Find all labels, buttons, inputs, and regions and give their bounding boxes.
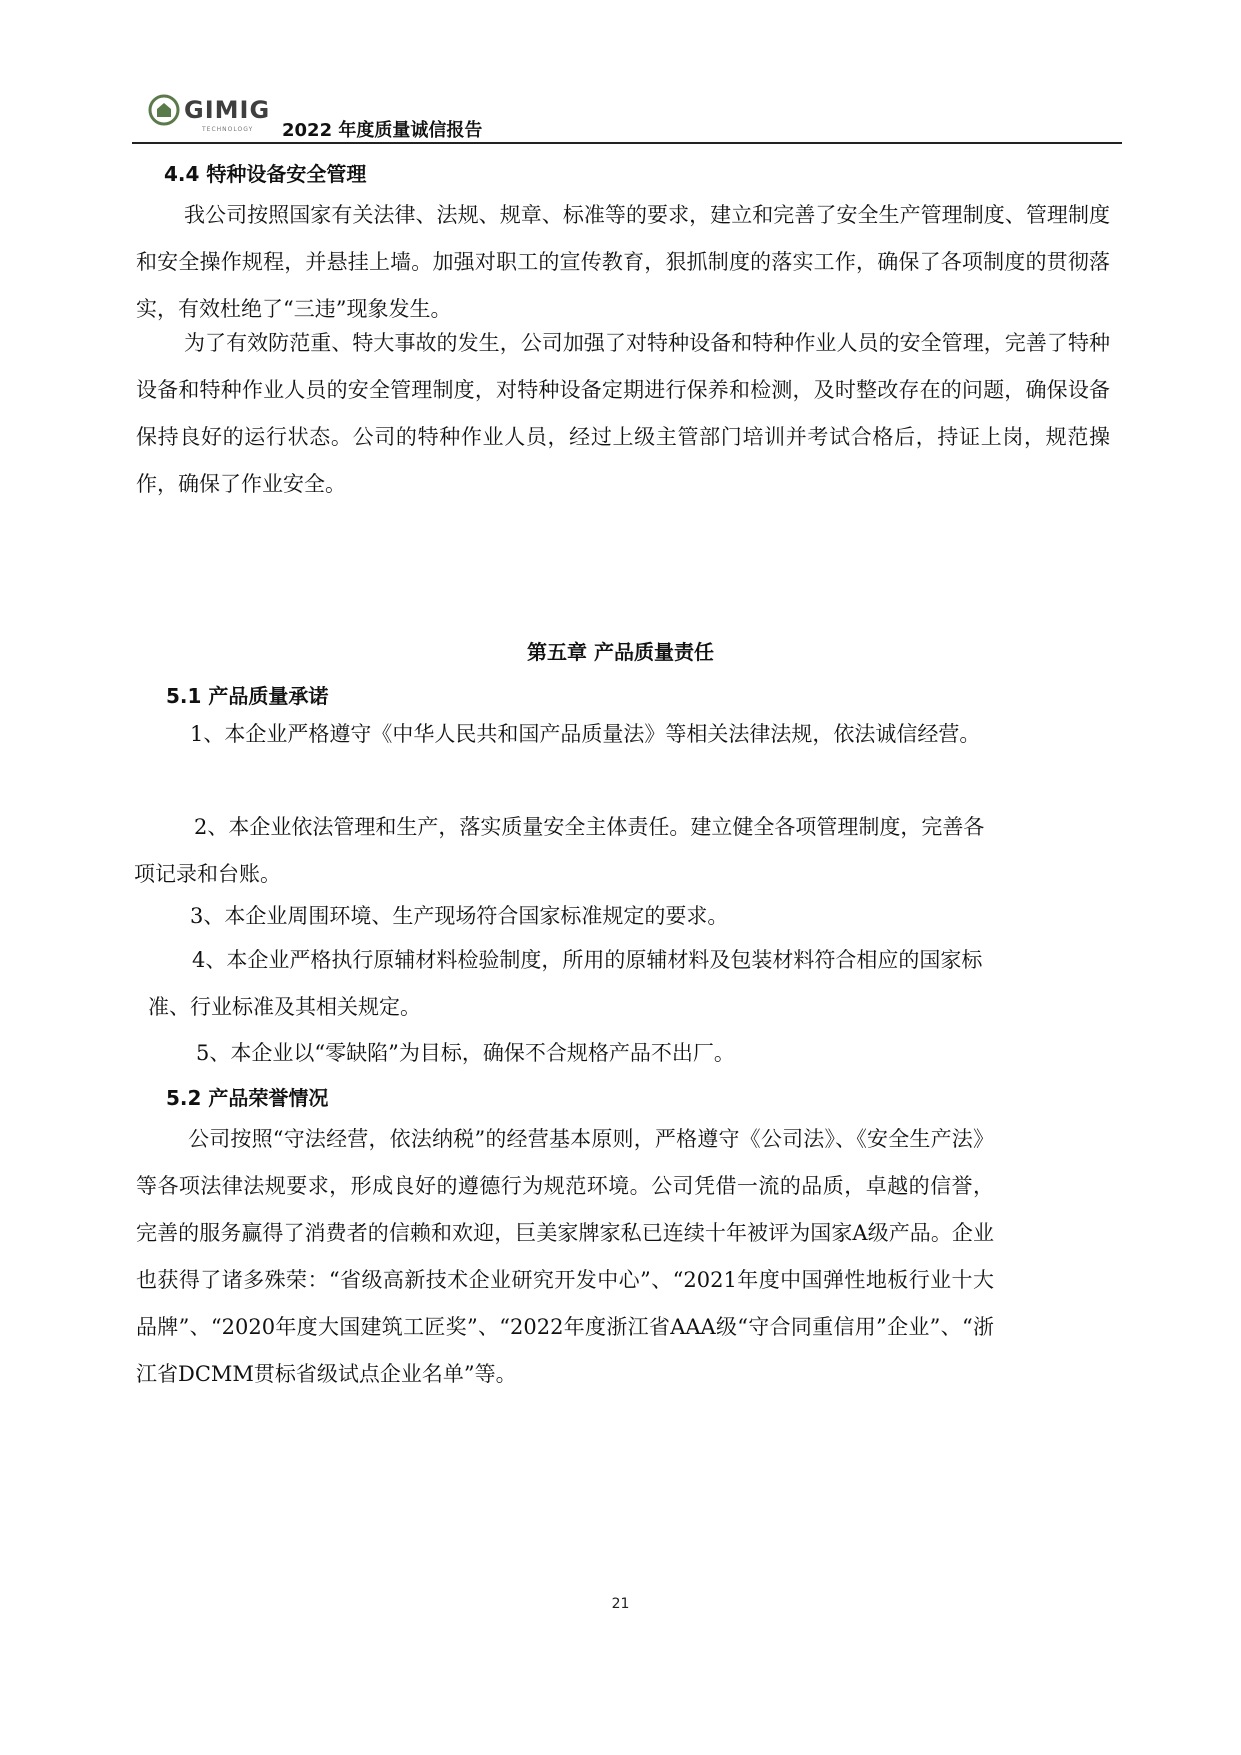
section-4-4-paragraph-1: 我公司按照国家有关法律、法规、规章、标准等的要求，建立和完善了安全生产管理制度、管理制度和安全操作规程，并悬挂上墙。加强对职工的宣传教育，狠抓制度的落实工作，确保了各项制度的贯彻落实，有效杜绝了“三违”现象发生。 <box>136 203 1110 321</box>
page-header <box>132 86 1122 144</box>
commitment-item-4: 4、本企业严格执行原辅材料检验制度，所用的原辅材料及包装材料符合相应的国家标准、行业标准及其相关规定。 <box>148 948 983 1019</box>
company-logo <box>148 94 271 134</box>
section-5-1-heading: 5.1 产品质量承诺 <box>166 684 329 708</box>
logo-subtext: TECHNOLOGY <box>202 126 254 133</box>
header-divider <box>132 142 1122 144</box>
commitment-item-3: 3、本企业周围环境、生产现场符合国家标准规定的要求。 <box>190 904 729 928</box>
section-4-4-paragraph-2: 为了有效防范重、特大事故的发生，公司加强了对特种设备和特种作业人员的安全管理，完善了特种设备和特种作业人员的安全管理制度，对特种设备定期进行保养和检测，及时整改存在的问题，确保设备保持良好的运行状态。公司的特种作业人员，经过上级主管部门培训并考试合格后，持证上岗，规范操作，确保了作业安全。 <box>136 331 1110 496</box>
chapter-5-title: 第五章 产品质量责任 <box>527 640 714 664</box>
logo-text: GIMIG <box>184 96 271 124</box>
section-5-2-heading: 5.2 产品荣誉情况 <box>166 1086 329 1110</box>
section-5-2-paragraph: 公司按照“守法经营，依法纳税”的经营基本原则，严格遵守《公司法》、《安全生产法》等各项法律法规要求，形成良好的遵德行为规范环境。公司凭借一流的品质，卓越的信誉，完善的服务赢得了消费者的信赖和欢迎，巨美家牌家私已连续十年被评为国家A级产品。企业也获得了诸多殊荣：“省级高新技术企业研究开发中心”、“2021年度中国弹性地板行业十大品牌”、“2020年度大国建筑工匠奖”、“2022年度浙江省AAA级“守合同重信用”企业”、“浙江省DCMM贯标省级试点企业名单”等。 <box>136 1127 994 1386</box>
page-number: 21 <box>611 1596 630 1612</box>
commitment-item-2: 2、本企业依法管理和生产，落实质量安全主体责任。建立健全各项管理制度，完善各项记录和台账。 <box>134 815 985 886</box>
commitment-item-5: 5、本企业以“零缺陷”为目标，确保不合规格产品不出厂。 <box>196 1041 735 1065</box>
report-title: 2022 年度质量诚信报告 <box>282 120 483 141</box>
commitment-item-1: 1、本企业严格遵守《中华人民共和国产品质量法》等相关法律法规，依法诚信经营。 <box>190 722 981 746</box>
house-circle-icon <box>148 94 180 126</box>
section-4-4-heading: 4.4 特种设备安全管理 <box>164 162 367 186</box>
